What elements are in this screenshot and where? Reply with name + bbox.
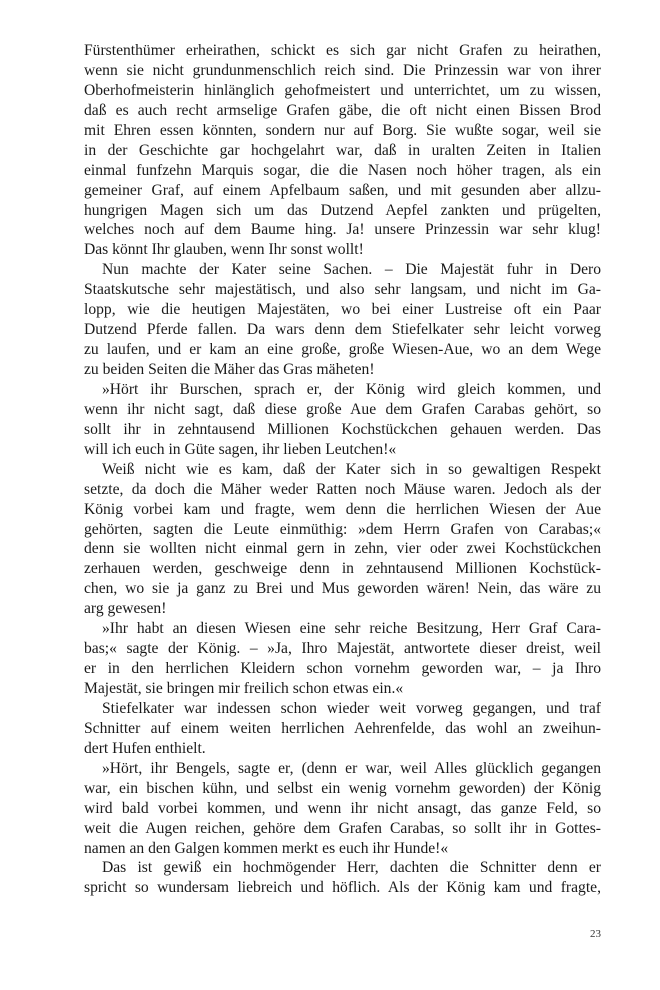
text-line: mit Ehren essen könnten, sondern nur auf Borg. Sie wußte sogar, weil sie <box>84 121 601 139</box>
text-line: wenn sie nicht grundunmenschlich reich sind. Die Prinzessin war von ihrer <box>84 61 601 79</box>
text-line: will ich euch in Güte sagen, ihr lieben Leutchen!« <box>84 440 397 458</box>
text-line: Dutzend Pferde fallen. Da wars denn dem Stiefelkater sehr leicht vorweg <box>84 321 601 339</box>
text-line: gehörten, sagten die Leute einmüthig: »dem Herrn Grafen von Carabas;« <box>84 520 601 538</box>
text-line: Oberhofmeisterin hinlänglich gehofmeistert und unterrichtet, um zu wissen, <box>84 81 601 99</box>
text-line: hungrigen Magen sich um das Dutzend Aepfel zankten und prügelten, <box>84 201 601 219</box>
text-line: er in den herrlichen Kleidern schon vornehm geworden war, – ja Ihro <box>84 660 601 678</box>
text-line: König vorbei kam und fragte, wem denn die herrlichen Wiesen der Aue <box>84 500 601 518</box>
text-line: Schnitter auf einem weiten herrlichen Aehrenfelde, das wohl an zweihun- <box>84 719 601 737</box>
paragraph-first-line: »Hört, ihr Bengels, sagte er, (denn er war, weil Alles glücklich gegangen <box>102 759 601 777</box>
text-line: zu beiden Seiten die Mäher das Gras mäheten! <box>84 361 375 378</box>
text-line: bas;« sagte der König. – »Ja, Ihro Majestät, antwortete dieser dreist, weil <box>84 640 601 658</box>
text-line: denn sie wollten nicht einmal gern in zehn, vier oder zwei Kochstückchen <box>84 540 601 558</box>
paragraph-first-line: »Hört ihr Burschen, sprach er, der König wird gleich kommen, und <box>102 380 601 398</box>
text-line: gemeiner Graf, auf einem Apfelbaum saßen, und mit gesunden aber allzu- <box>84 181 601 199</box>
text-line: welches noch auf dem Baume hing. Ja! unsere Prinzessin war sehr klug! <box>84 221 601 239</box>
text-line: spricht so wundersam liebreich und höflich. Als der König kam und fragte, <box>84 879 601 897</box>
text-line: Fürstenthümer erheirathen, schickt es sich gar nicht Grafen zu heirathen, <box>84 42 601 59</box>
text-line: einmal funfzehn Marquis sogar, die die Nasen noch höher tragen, als ein <box>84 161 601 179</box>
paragraph-first-line: Nun machte der Kater seine Sachen. – Die Majestät fuhr in Dero <box>102 261 601 279</box>
text-line: dert Hufen enthielt. <box>84 739 206 757</box>
text-line: weit die Augen reichen, gehöre dem Grafen Carabas, so sollt ihr in Gottes- <box>84 819 601 837</box>
text-line: war, ein bischen kühn, und selbst ein wenig vornehm geworden) der König <box>84 779 601 797</box>
body-text <box>84 41 601 898</box>
text-line: chen, wo sie ja ganz zu Brei und Mus geworden wären! Nein, das wäre zu <box>84 580 601 598</box>
text-line: zerhauen werden, geschweige denn in zehntausend Millionen Kochstück- <box>84 560 601 578</box>
text-line: sollt ihr in zehntausend Millionen Kochstückchen gehauen werden. Das <box>84 420 601 438</box>
text-line: Staatskutsche sehr majestätisch, und also sehr langsam, und nicht im Ga- <box>84 281 601 299</box>
text-line: Das könnt Ihr glauben, wenn Ihr sonst wollt! <box>84 241 364 259</box>
paragraph-first-line: Das ist gewiß ein hochmögender Herr, dachten die Schnitter denn er <box>102 859 601 877</box>
text-line: daß es auch recht armselige Grafen gäbe, die oft nicht einen Bissen Brod <box>84 101 601 119</box>
paragraph-first-line: Weiß nicht wie es kam, daß der Kater sich in so gewaltigen Respekt <box>102 460 601 478</box>
text-line: namen an den Galgen kommen merkt es euch ihr Hunde!« <box>84 839 449 857</box>
text-line: wird bald vorbei kommen, und wenn ihr nicht ansagt, das ganze Feld, so <box>84 799 601 817</box>
text-line: arg gewesen! <box>84 600 167 618</box>
text-line: setzte, da doch die Mäher weder Ratten noch Mäuse waren. Jedoch als der <box>84 480 601 498</box>
page-number: 23 <box>590 928 601 940</box>
text-line: in der Geschichte gar hochgelahrt war, daß in uralten Zeiten in Italien <box>84 141 601 159</box>
text-line: Majestät, sie bringen mir freilich schon etwas ein.« <box>84 680 404 697</box>
text-line: wenn ihr nicht sagt, daß diese große Aue dem Grafen Carabas gehört, so <box>84 400 601 418</box>
text-line: lopp, wie die heutigen Majestäten, wo bei einer Lustreise oft ein Paar <box>84 301 601 319</box>
paragraph-first-line: Stiefelkater war indessen schon wieder weit vorweg gegangen, und traf <box>102 699 601 717</box>
paragraph-first-line: »Ihr habt an diesen Wiesen eine sehr reiche Besitzung, Herr Graf Cara- <box>102 620 601 638</box>
text-line: zu laufen, und er kam an eine große, große Wiesen-Aue, wo an dem Wege <box>84 341 601 359</box>
